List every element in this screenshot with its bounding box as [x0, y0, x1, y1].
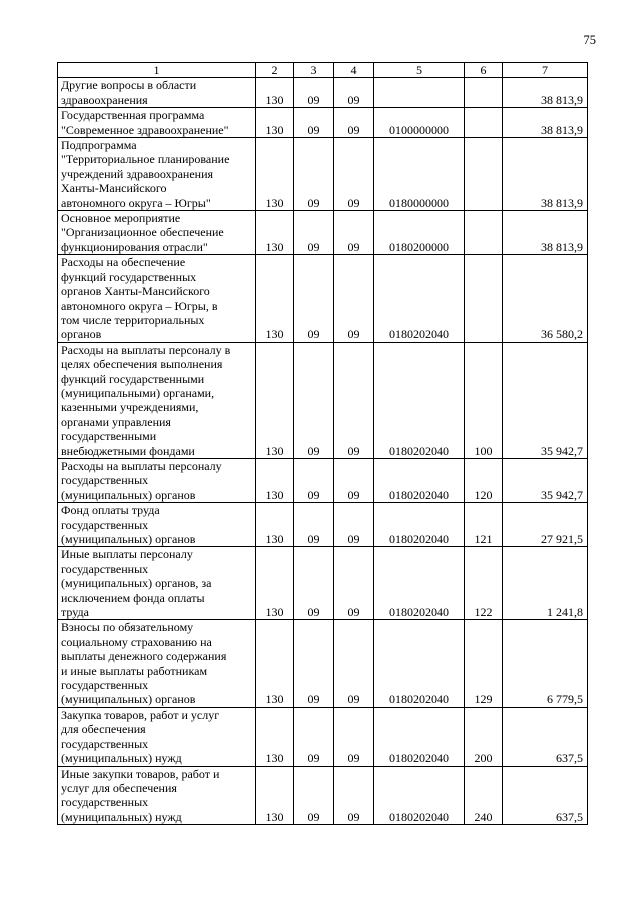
section-code-cell: 09: [294, 108, 334, 138]
row-name-line: казенными учреждениями,: [61, 400, 199, 415]
row-name-line: Закупка товаров, работ и услуг: [61, 707, 220, 722]
admin-code-cell: 130: [256, 78, 294, 108]
subsection-code-cell: 09: [334, 78, 374, 108]
section-code-cell: 09: [294, 342, 334, 458]
target-article-cell: 0100000000: [374, 108, 465, 138]
target-article-cell: 0180202040: [374, 547, 465, 620]
column-header: 6: [465, 63, 503, 78]
row-name-line: здравоохранения: [61, 92, 148, 107]
admin-code-cell: 130: [256, 342, 294, 458]
target-article-cell: 0180202040: [374, 707, 465, 766]
section-code-cell: 09: [294, 503, 334, 547]
row-name-line: Другие вопросы в области: [61, 78, 197, 93]
expense-type-cell: 121: [465, 503, 503, 547]
row-name-cell: [58, 458, 256, 502]
table-row: [58, 547, 588, 620]
row-name-line: Расходы на выплаты персоналу в: [61, 342, 231, 357]
target-article-cell: 0180202040: [374, 766, 465, 825]
row-name-cell: [58, 503, 256, 547]
row-name-line: Подпрограмма: [61, 138, 137, 153]
expense-type-cell: 120: [465, 458, 503, 502]
row-name-line: государственных: [61, 678, 149, 693]
expense-type-cell: 240: [465, 766, 503, 825]
row-name-cell: [58, 766, 256, 825]
subsection-code-cell: 09: [334, 458, 374, 502]
target-article-cell: [374, 78, 465, 108]
amount-cell: 35 942,7: [503, 342, 588, 458]
target-article-cell: 0180000000: [374, 138, 465, 211]
section-code-cell: 09: [294, 78, 334, 108]
expense-type-cell: [465, 138, 503, 211]
row-name-line: "Территориальное планирование: [61, 152, 230, 167]
row-name-line: (муниципальных) органов, за: [61, 576, 212, 591]
column-header: 3: [294, 63, 334, 78]
admin-code-cell: 130: [256, 707, 294, 766]
subsection-code-cell: 09: [334, 138, 374, 211]
row-name-line: Расходы на обеспечение: [61, 255, 186, 270]
row-name-line: государственных: [61, 517, 149, 532]
row-name-line: государственных: [61, 473, 149, 488]
row-name-line: (муниципальных) нужд: [61, 751, 182, 766]
target-article-cell: 0180202040: [374, 342, 465, 458]
row-name-cell: [58, 620, 256, 707]
row-name-line: исключением фонда оплаты: [61, 590, 205, 605]
row-name-line: внебюджетными фондами: [61, 443, 195, 458]
target-article-cell: 0180202040: [374, 503, 465, 547]
row-name-line: функций государственных: [61, 269, 197, 284]
column-header: 4: [334, 63, 374, 78]
amount-cell: 637,5: [503, 707, 588, 766]
expense-type-cell: 129: [465, 620, 503, 707]
column-header: 1: [58, 63, 256, 78]
row-name-line: государственных: [61, 561, 149, 576]
row-name-line: автономного округа – Югры": [61, 195, 211, 210]
table-row: [58, 211, 588, 255]
row-name-line: органов: [61, 327, 102, 342]
row-name-line: и иные выплаты работникам: [61, 663, 208, 678]
target-article-cell: 0180202040: [374, 255, 465, 342]
row-name-line: органами управления: [61, 414, 171, 429]
row-name-line: Ханты-Мансийского: [61, 181, 167, 196]
row-name-line: учреждений здравоохранения: [61, 166, 214, 181]
admin-code-cell: 130: [256, 503, 294, 547]
row-name-line: Государственная программа: [61, 108, 205, 123]
row-name-line: (муниципальных) нужд: [61, 809, 182, 824]
subsection-code-cell: 09: [334, 503, 374, 547]
page-number: 75: [583, 33, 596, 47]
row-name-line: выплаты денежного содержания: [61, 649, 227, 664]
section-code-cell: 09: [294, 707, 334, 766]
section-code-cell: 09: [294, 255, 334, 342]
section-code-cell: 09: [294, 211, 334, 255]
row-name-cell: [58, 108, 256, 138]
table-row: [58, 342, 588, 458]
table-row: [58, 108, 588, 138]
column-header: 7: [503, 63, 588, 78]
row-name-line: государственными: [61, 429, 157, 444]
expense-type-cell: [465, 78, 503, 108]
table-row: [58, 138, 588, 211]
section-code-cell: 09: [294, 138, 334, 211]
row-name-line: (муниципальных) органов: [61, 532, 196, 546]
amount-cell: 35 942,7: [503, 458, 588, 502]
row-name-line: функций государственными: [61, 371, 205, 386]
expense-type-cell: 122: [465, 547, 503, 620]
row-name-line: для обеспечения: [61, 722, 146, 737]
row-name-cell: [58, 342, 256, 458]
amount-cell: 38 813,9: [503, 138, 588, 211]
target-article-cell: 0180202040: [374, 458, 465, 502]
section-code-cell: 09: [294, 766, 334, 825]
admin-code-cell: 130: [256, 138, 294, 211]
budget-table: [57, 62, 588, 825]
row-name-line: Фонд оплаты труда: [61, 503, 160, 518]
row-name-line: (муниципальными) органами,: [61, 385, 215, 400]
row-name-cell: [58, 707, 256, 766]
row-name-line: "Организационное обеспечение: [61, 225, 224, 240]
row-name-line: услуг для обеспечения: [61, 780, 177, 795]
row-name-line: государственных: [61, 736, 149, 751]
row-name-line: автономного округа – Югры, в: [61, 298, 218, 313]
section-code-cell: 09: [294, 547, 334, 620]
row-name-line: Иные выплаты персоналу: [61, 547, 193, 562]
row-name-line: Взносы по обязательному: [61, 620, 194, 635]
amount-cell: 36 580,2: [503, 255, 588, 342]
table-row: [58, 707, 588, 766]
expense-type-cell: [465, 211, 503, 255]
row-name-line: том числе территориальных: [61, 312, 205, 327]
table-row: [58, 458, 588, 502]
section-code-cell: 09: [294, 458, 334, 502]
row-name-cell: [58, 78, 256, 108]
column-header: 5: [374, 63, 465, 78]
subsection-code-cell: 09: [334, 108, 374, 138]
expense-type-cell: 100: [465, 342, 503, 458]
admin-code-cell: 130: [256, 766, 294, 825]
amount-cell: 38 813,9: [503, 78, 588, 108]
subsection-code-cell: 09: [334, 342, 374, 458]
expense-type-cell: 200: [465, 707, 503, 766]
row-name-line: Основное мероприятие: [61, 211, 181, 226]
table-row: [58, 620, 588, 707]
admin-code-cell: 130: [256, 458, 294, 502]
amount-cell: 1 241,8: [503, 547, 588, 620]
amount-cell: 38 813,9: [503, 108, 588, 138]
subsection-code-cell: 09: [334, 620, 374, 707]
admin-code-cell: 130: [256, 108, 294, 138]
row-name-line: (муниципальных) органов: [61, 692, 196, 707]
admin-code-cell: 130: [256, 211, 294, 255]
header-row: [58, 63, 588, 78]
admin-code-cell: 130: [256, 547, 294, 620]
row-name-line: (муниципальных) органов: [61, 487, 196, 502]
table-row: [58, 503, 588, 547]
column-header: 2: [256, 63, 294, 78]
row-name-line: Расходы на выплаты персоналу: [61, 458, 222, 473]
row-name-cell: [58, 255, 256, 342]
row-name-line: "Современное здравоохранение": [61, 122, 229, 137]
row-name-cell: [58, 138, 256, 211]
subsection-code-cell: 09: [334, 211, 374, 255]
target-article-cell: 0180200000: [374, 211, 465, 255]
table-row: [58, 78, 588, 108]
row-name-cell: [58, 211, 256, 255]
admin-code-cell: 130: [256, 255, 294, 342]
subsection-code-cell: 09: [334, 766, 374, 825]
subsection-code-cell: 09: [334, 255, 374, 342]
expense-type-cell: [465, 108, 503, 138]
row-name-line: функционирования отрасли": [61, 239, 208, 254]
row-name-cell: [58, 547, 256, 620]
expense-type-cell: [465, 255, 503, 342]
section-code-cell: 09: [294, 620, 334, 707]
subsection-code-cell: 09: [334, 707, 374, 766]
amount-cell: 38 813,9: [503, 211, 588, 255]
row-name-line: целях обеспечения выполнения: [61, 357, 223, 372]
amount-cell: 637,5: [503, 766, 588, 825]
amount-cell: 27 921,5: [503, 503, 588, 547]
table-row: [58, 255, 588, 342]
subsection-code-cell: 09: [334, 547, 374, 620]
row-name-line: государственных: [61, 795, 149, 810]
row-name-line: социальному страхованию на: [61, 634, 212, 649]
row-name-line: Иные закупки товаров, работ и: [61, 766, 220, 781]
row-name-line: труда: [61, 605, 89, 620]
admin-code-cell: 130: [256, 620, 294, 707]
table-row: [58, 766, 588, 825]
row-name-line: органов Ханты-Мансийского: [61, 284, 210, 299]
amount-cell: 6 779,5: [503, 620, 588, 707]
target-article-cell: 0180202040: [374, 620, 465, 707]
